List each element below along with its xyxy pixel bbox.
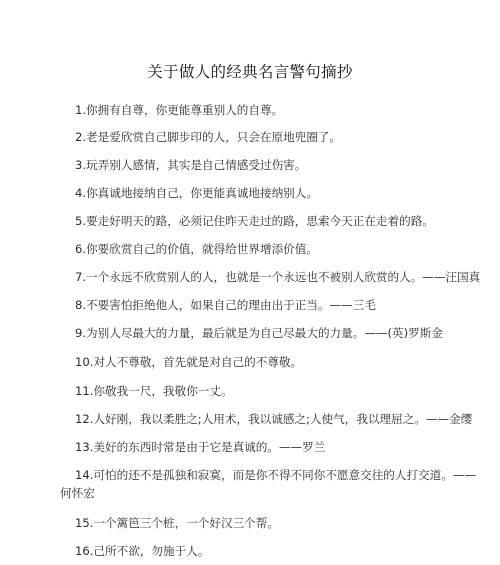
quote-item: 6.你要欣赏自己的价值，就得给世界增添价值。 xyxy=(75,242,318,256)
quote-item: 3.玩弄别人感情，其实是自己情感受过伤害。 xyxy=(75,158,307,172)
quote-item: 7.一个永远不欣赏别人的人，也就是一个永远也不被别人欣赏的人。——汪国真 xyxy=(75,270,481,284)
quote-item: 8.不要害怕拒绝他人，如果自己的理由出于正当。——三毛 xyxy=(75,298,376,312)
quote-item: 14.可怕的还不是孤独和寂寞，而是你不得不同你不愿意交往的人打交道。—— xyxy=(75,468,477,482)
quote-item: 13.美好的东西时常是由于它是真诚的。——罗兰 xyxy=(75,440,326,454)
document-title: 关于做人的经典名言警句摘抄 xyxy=(147,63,353,81)
quote-item: 4.你真诚地接纳自己，你更能真诚地接纳别人。 xyxy=(75,186,318,200)
quote-continuation: 何怀宏 xyxy=(60,486,95,500)
quote-item: 1.你拥有自尊，你更能尊重别人的自尊。 xyxy=(75,103,284,117)
quote-item: 16.己所不欲，勿施于人。 xyxy=(75,544,210,558)
quote-item: 5.要走好明天的路，必须记住昨天走过的路，思索今天正在走着的路。 xyxy=(75,214,434,228)
quote-item: 10.对人不尊敬，首先就是对自己的不尊敬。 xyxy=(75,355,303,369)
quote-item: 11.你敬我一尺，我敬你一丈。 xyxy=(75,384,233,398)
quote-item: 12.人好刚，我以柔胜之;人用术，我以诚感之;人使气，我以理屈之。——金缨 xyxy=(75,412,473,426)
quote-item: 15.一个篱笆三个桩，一个好汉三个帮。 xyxy=(75,516,279,530)
quote-item: 2.老是爱欣赏自己脚步印的人，只会在原地兜圈了。 xyxy=(75,130,342,144)
quote-item: 9.为别人尽最大的力量，最后就是为自己尽最大的力量。——(英)罗斯金 xyxy=(75,326,443,340)
